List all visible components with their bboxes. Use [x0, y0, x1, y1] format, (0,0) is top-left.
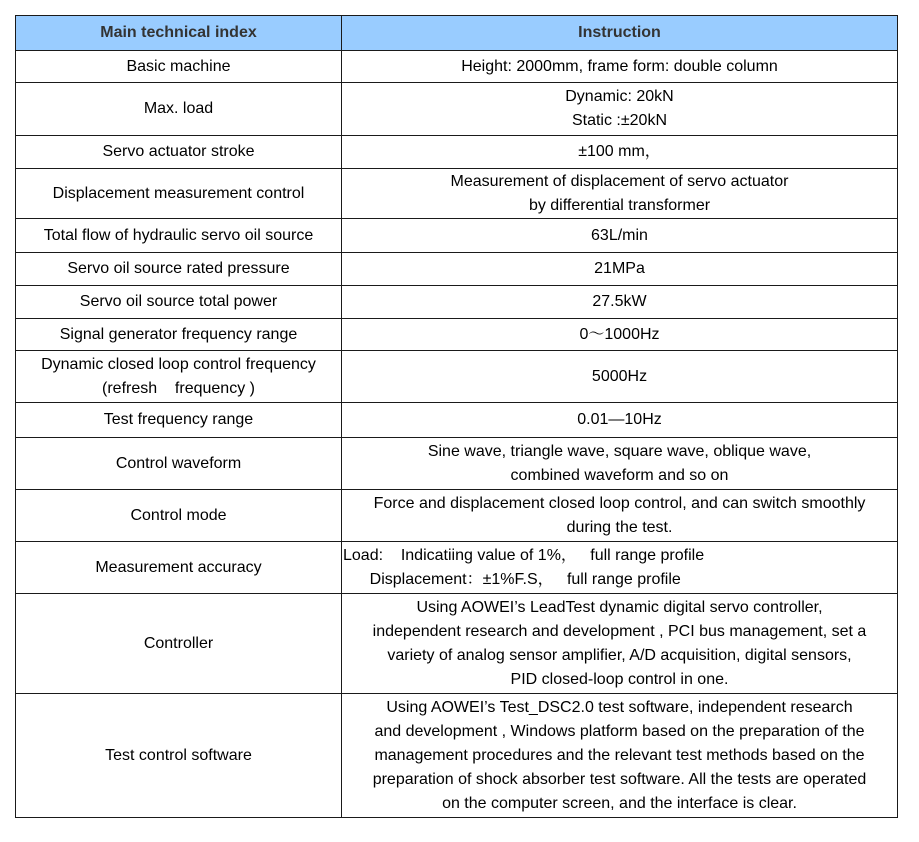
- instruction-text: 27.5kW: [592, 293, 647, 310]
- technical-index-cell: [16, 351, 342, 403]
- table-row: [16, 83, 898, 136]
- instruction-text: preparation of shock absorber test software. All the tests are operated: [372, 770, 867, 788]
- instruction-text: 0.01—10Hz: [577, 411, 662, 428]
- instruction-text: Sine wave, triangle wave, square wave, oblique wave,: [427, 442, 812, 460]
- table-row: [16, 403, 898, 438]
- instruction-text: 21MPa: [594, 260, 645, 277]
- index-text: Servo oil source rated pressure: [67, 260, 290, 277]
- instruction-text: Static :±20kN: [571, 112, 668, 129]
- instruction-cell: [342, 351, 898, 403]
- table-row: [16, 219, 898, 253]
- technical-index-cell: [16, 594, 342, 694]
- technical-index-cell: [16, 490, 342, 542]
- instruction-text: 5000Hz: [591, 367, 648, 385]
- instruction-cell: [342, 694, 898, 818]
- technical-index-cell: [16, 319, 342, 351]
- instruction-text: during the test.: [566, 518, 673, 536]
- instruction-cell: [342, 169, 898, 219]
- instruction-text: by differential transformer: [528, 196, 711, 214]
- instruction-text: variety of analog sensor amplifier, A/D acquisition, digital sensors,: [387, 646, 852, 664]
- instruction-text: and development , Windows platform based on the preparation of the: [374, 722, 865, 740]
- table-row: [16, 542, 898, 594]
- technical-index-cell: [16, 136, 342, 169]
- table-row: [16, 438, 898, 490]
- index-text: Servo actuator stroke: [102, 143, 255, 160]
- instruction-text: Measurement of displacement of servo actuator: [450, 172, 789, 190]
- instruction-cell: [342, 438, 898, 490]
- index-text: Signal generator frequency range: [59, 325, 298, 343]
- technical-index-cell: [16, 219, 342, 253]
- table-row: [16, 351, 898, 403]
- instruction-text: combined waveform and so on: [510, 466, 729, 484]
- instruction-text: PID closed-loop control in one.: [510, 670, 729, 688]
- instruction-cell: [342, 403, 898, 438]
- table-row: [16, 169, 898, 219]
- technical-index-cell: [16, 694, 342, 818]
- technical-index-cell: [16, 51, 342, 83]
- table-row: [16, 253, 898, 286]
- instruction-text: Force and displacement closed loop control, and can switch smoothly: [373, 494, 866, 512]
- index-text: Test control software: [105, 746, 252, 764]
- table-header-row: [16, 16, 898, 51]
- instruction-cell: [342, 51, 898, 83]
- instruction-text: Height: 2000mm, frame form: double column: [461, 57, 778, 75]
- technical-index-cell: [16, 169, 342, 219]
- index-text: (refresh frequency ): [102, 379, 255, 397]
- technical-index-cell: [16, 286, 342, 319]
- instruction-text: Using AOWEI’s Test_DSC2.0 test software, independent research: [386, 698, 853, 716]
- table-row: [16, 594, 898, 694]
- table-row: [16, 319, 898, 351]
- instruction-text: independent research and development , PCI bus management, set a: [372, 622, 867, 640]
- technical-index-cell: [16, 438, 342, 490]
- technical-spec-table: [15, 15, 898, 818]
- header-instruction: Instruction: [342, 16, 898, 51]
- instruction-text: 0～1000Hz: [579, 325, 660, 343]
- technical-index-cell: [16, 253, 342, 286]
- instruction-cell: [342, 594, 898, 694]
- table-row: [16, 286, 898, 319]
- instruction-text: on the computer screen, and the interface is clear.: [442, 794, 797, 812]
- index-text: Displacement measurement control: [52, 184, 305, 202]
- technical-index-cell: [16, 83, 342, 136]
- instruction-cell: [342, 136, 898, 169]
- instruction-cell: [342, 253, 898, 286]
- instruction-cell: [342, 490, 898, 542]
- table-body: [16, 51, 898, 818]
- index-text: Basic machine: [126, 57, 231, 75]
- instruction-cell: [342, 219, 898, 253]
- instruction-cell: [342, 83, 898, 136]
- instruction-text: 63L/min: [591, 226, 648, 244]
- index-text: Servo oil source total power: [79, 293, 278, 310]
- header-main-technical-index: Main technical index: [16, 16, 342, 51]
- instruction-cell: [342, 286, 898, 319]
- index-text: Total flow of hydraulic servo oil source: [43, 226, 314, 244]
- index-text: Measurement accuracy: [95, 558, 262, 576]
- instruction-text: management procedures and the relevant test methods based on the: [374, 746, 865, 764]
- instruction-text: Displacement：±1%F.S， full range profile: [343, 570, 681, 588]
- index-text: Max. load: [143, 100, 214, 117]
- index-text: Control waveform: [115, 454, 242, 472]
- table-row: [16, 694, 898, 818]
- instruction-text: Load: Indicatiing value of 1%， full range profile: [343, 546, 705, 564]
- technical-index-cell: [16, 542, 342, 594]
- instruction-text: Using AOWEI’s LeadTest dynamic digital servo controller,: [416, 598, 823, 616]
- table-row: [16, 490, 898, 542]
- instruction-cell: [342, 542, 898, 594]
- table-row: [16, 51, 898, 83]
- instruction-text: Dynamic: 20kN: [565, 88, 674, 105]
- instruction-cell: [342, 319, 898, 351]
- index-text: Controller: [143, 634, 214, 652]
- index-text: Dynamic closed loop control frequency: [41, 355, 316, 373]
- index-text: Control mode: [130, 506, 227, 524]
- index-text: Test frequency range: [103, 411, 254, 428]
- technical-index-cell: [16, 403, 342, 438]
- table-row: [16, 136, 898, 169]
- instruction-text: ±100 mm，: [578, 143, 661, 160]
